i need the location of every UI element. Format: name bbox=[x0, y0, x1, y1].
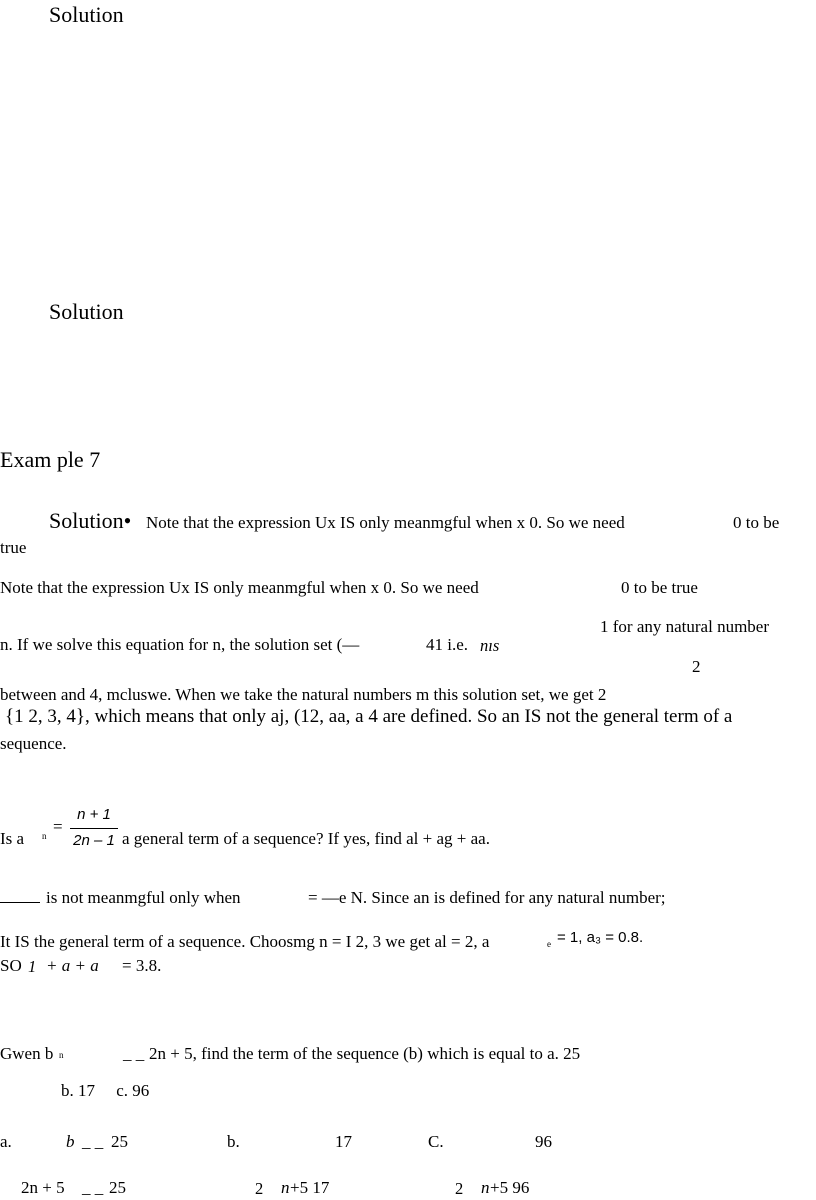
ex7-line6: between and 4, mcluswe. When we take the natural numbers m this solution set, we get 2 bbox=[0, 685, 607, 704]
eq3-n: n bbox=[481, 1178, 490, 1197]
case-a-label: a. bbox=[0, 1132, 12, 1151]
given-dash: _ _ bbox=[123, 1044, 145, 1063]
ex7-line5-right: 2 bbox=[692, 657, 701, 676]
case-a-dash: _ _ bbox=[82, 1132, 104, 1151]
ex7-line1-right: 0 to be bbox=[733, 513, 780, 532]
eq1-dash: _ _ bbox=[82, 1178, 104, 1197]
answer-line1-a: is not meanmgful only when bbox=[46, 888, 241, 907]
eq1-lhs: 2n + 5 bbox=[21, 1178, 65, 1197]
ex7-line4: n. If we solve this equation for n, the solution set (— bbox=[0, 635, 360, 654]
answer-line3-so: SO bbox=[0, 956, 22, 975]
question-lhs-subscript: n bbox=[42, 831, 47, 841]
question-text: a general term of a sequence? If yes, find al + ag + aa. bbox=[122, 829, 490, 848]
answer-line3-index: 1 bbox=[28, 957, 37, 976]
ex7-line8: sequence. bbox=[0, 734, 67, 753]
ex7-line7: {1 2, 3, 4}, which means that only aj, (12, aa, a 4 are defined. So an IS not the general term of a bbox=[5, 706, 733, 727]
answer-line1 bbox=[0, 889, 241, 906]
eq2-n: n bbox=[281, 1178, 290, 1197]
case-c-value: 96 bbox=[535, 1132, 552, 1151]
given-prefix: Gwen b bbox=[0, 1044, 54, 1063]
ex7-line1-cont: true bbox=[0, 538, 27, 557]
answer-blank bbox=[0, 901, 40, 903]
answer-line2-subscript: e bbox=[547, 939, 551, 949]
answer-line2: It IS the general term of a sequence. Choosmg n = I 2, 3 we get al = 2, a bbox=[0, 932, 490, 951]
answer-line3-result: = 3.8. bbox=[122, 956, 162, 975]
fraction-numerator: n + 1 bbox=[77, 806, 111, 823]
case-b-value: 17 bbox=[335, 1132, 352, 1151]
given-text: 2n + 5, find the term of the sequence (b) which is equal to a. 25 bbox=[149, 1044, 581, 1063]
case-c-label: C. bbox=[428, 1132, 444, 1151]
eq2-coef: 2 bbox=[255, 1179, 264, 1198]
ex7-line4-italic: nıs bbox=[480, 636, 500, 655]
example-heading: Exam ple 7 bbox=[0, 447, 101, 472]
answer-line1-b: = —e N. Since an is defined for any natural number; bbox=[308, 888, 666, 907]
eq3-coef: 2 bbox=[455, 1179, 464, 1198]
eq2-rest: +5 17 bbox=[290, 1178, 330, 1197]
fraction-bar bbox=[70, 828, 118, 829]
eq1-value: 25 bbox=[109, 1178, 126, 1197]
case-a-b: b bbox=[66, 1132, 75, 1151]
solution-heading-1: Solution bbox=[49, 2, 124, 27]
question-equals: = bbox=[53, 817, 63, 836]
question-prefix: Is a bbox=[0, 829, 25, 848]
solution-heading-2: Solution bbox=[49, 299, 124, 324]
case-a-value: 25 bbox=[111, 1132, 128, 1151]
answer-line2-tail: = 1, a₃ = 0.8. bbox=[557, 929, 644, 946]
case-b-label: b. bbox=[227, 1132, 240, 1151]
solution-heading-3: Solution• bbox=[49, 508, 132, 533]
eq3-rest: +5 96 bbox=[490, 1178, 530, 1197]
answer-line3-sum: + a + a bbox=[46, 956, 99, 975]
fraction-denominator: 2n – 1 bbox=[73, 832, 115, 849]
ex7-line3-right: 1 for any natural number bbox=[600, 617, 769, 636]
ex7-line4-mid: 41 i.e. bbox=[426, 635, 469, 654]
given-options: b. 17 c. 96 bbox=[61, 1081, 150, 1100]
ex7-line1: Note that the expression Ux IS only meanmgful when x 0. So we need bbox=[146, 513, 625, 532]
given-subscript: n bbox=[59, 1050, 64, 1060]
ex7-line2-right: 0 to be true bbox=[621, 578, 698, 597]
ex7-line2: Note that the expression Ux IS only meanmgful when x 0. So we need bbox=[0, 578, 479, 597]
